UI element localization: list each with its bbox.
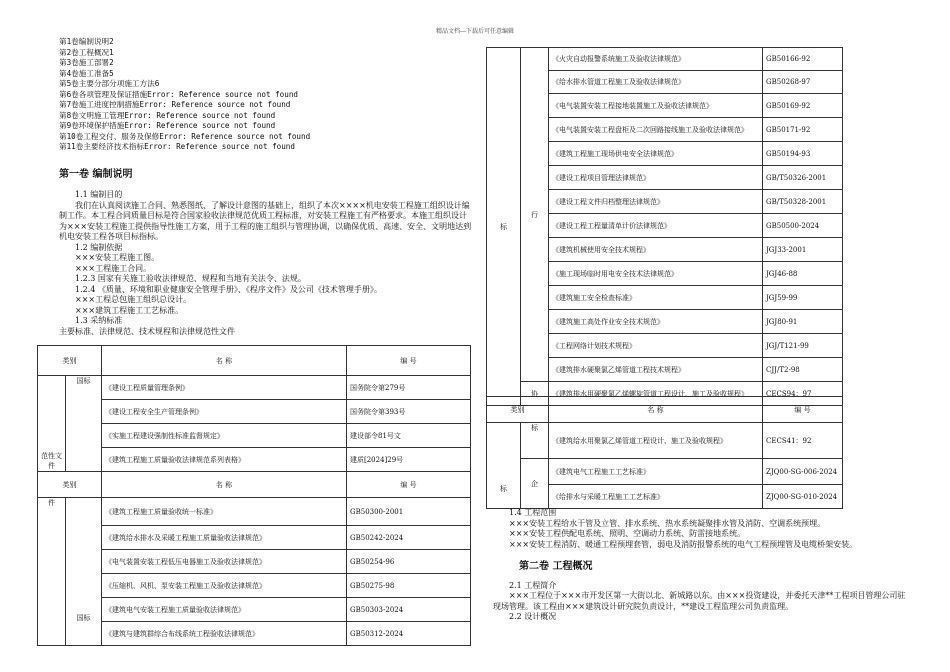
header-type: 类别 <box>38 346 102 376</box>
standard-name: 《建筑施工安全检查标准》 <box>549 286 763 310</box>
basis-item: ×××建筑工程施工工艺标准。 <box>75 305 184 315</box>
section-1-1-text: 我们在认真阅读施工合同、熟悉图纸、了解设计意图的基础上，组织了本次××××机电安装工程施工组织设计编制工作。本工程合同质量目标是符合国家验收法律规范优质工程标准，对安装工程施工有严格要求。本施工组织设计为×××安装工程施工提供指导性施工方案，用于工程的施工组织与管理协调，以确保优质、高速、安全、文明地达到机电安装工程各项目标指标。 <box>59 200 472 241</box>
standard-name: 《建筑工程施工质量验收法律规范系列表格》 <box>102 448 347 472</box>
section-1-2-heading: 1.2 编制依据 <box>75 242 123 252</box>
standards-table-3 <box>486 47 843 406</box>
table-row <box>38 598 471 622</box>
standard-code: JGJ59-99 <box>763 286 843 310</box>
basis-item: 1.2.4 《质量、环境和职业健康安全管理手册》、《程序文件》及公司《技术管理手册》。 <box>75 284 382 294</box>
standard-name: 《工程网络计划技术规程》 <box>549 334 763 358</box>
standard-name: 《建设工程工程量清单计价法律规范》 <box>549 214 763 238</box>
table-header-row <box>38 346 471 376</box>
toc-item[interactable]: 第8卷文明施工管理Error: Reference source not found <box>59 110 276 120</box>
standard-name: 《电气装置安装工程盘柜及二次回路接线施工及验收法律规范》 <box>549 118 763 142</box>
standard-code: 国务院令第393号 <box>347 400 471 424</box>
standard-code: GB50166-92 <box>763 48 843 71</box>
standard-name: 《建筑电气工程施工工艺标准》 <box>549 459 763 485</box>
header-code: 编 号 <box>763 397 843 423</box>
standard-code: JGJ33-2001 <box>763 238 843 262</box>
section-1-3-heading: 1.3 采纳标准 <box>75 316 123 325</box>
standard-name: 《电气装置安装工程低压电器施工及验收法律规范》 <box>102 550 347 574</box>
standard-code: GB50194-93 <box>763 142 843 166</box>
standard-name: 《压缩机、风机、泵安装工程施工及验收法律规范》 <box>102 574 347 598</box>
standard-code: CECS41：92 <box>763 423 843 459</box>
section-2-1-heading: 2.1 工程简介 <box>509 580 557 590</box>
scope-item: ×××安装工程给水干管及立管、排水系统、热水系统凝聚排水管及消防、空调系统预埋。 <box>509 518 826 528</box>
table-row <box>38 376 471 400</box>
standard-code: 建质[2024]29号 <box>347 448 471 472</box>
standard-code: GB50275-98 <box>347 574 471 598</box>
category-cell: 范性文件 <box>38 376 66 472</box>
header-name: 名 称 <box>549 397 763 423</box>
header-type: 类别 <box>38 472 102 498</box>
standard-code: GB50171-92 <box>763 118 843 142</box>
standard-code: ZJQ00-SG-006-2024 <box>763 459 843 485</box>
standard-name: 《建筑机械使用安全技术规程》 <box>549 238 763 262</box>
subcategory-cell: 协 <box>521 382 549 406</box>
standard-name: 《建筑施工高处作业安全技术规范》 <box>549 310 763 334</box>
header-code: 编 号 <box>347 472 471 498</box>
right-column <box>493 508 908 623</box>
standard-code: 建设部令81号文 <box>347 424 471 448</box>
toc-item[interactable]: 第5卷主要分部分项施工方法6 <box>59 79 160 88</box>
toc-item[interactable]: 第2卷工程概况1 <box>59 47 114 57</box>
standard-code: GB/T50326-2001 <box>763 166 843 190</box>
table-row <box>38 574 471 598</box>
basis-item: ×××工程总包施工组织总设计。 <box>75 295 192 304</box>
subcategory-cell: 国标 <box>66 498 102 646</box>
toc-item[interactable]: 第10卷工程交付、服务及保修Error: Reference source not found <box>59 131 311 141</box>
standard-code: ZJQ00-SG-010-2024 <box>763 485 843 509</box>
category-cell: 标 <box>487 48 521 406</box>
basis-item: ×××工程施工合同。 <box>75 263 152 273</box>
subcategory-cell: 国标 <box>66 376 102 472</box>
toc-item[interactable]: 第1卷编制说明2 <box>59 37 114 46</box>
basis-item: 1.2.3 国家有关施工验收法律规范、规程和当地有关法令、法规。 <box>75 274 306 283</box>
toc-item[interactable]: 第7卷施工进度控制措施Error: Reference source not found <box>59 100 291 109</box>
page-header: 精品文档---下载后可任意编辑 <box>435 28 515 35</box>
standard-name: 《建筑工程施工质量验收统一标准》 <box>102 498 347 526</box>
header-code: 编 号 <box>347 346 471 376</box>
table-row <box>487 459 843 485</box>
standard-name: 《给排水与采暖工程施工工艺标准》 <box>549 485 763 509</box>
standard-code: GB50500-2024 <box>763 214 843 238</box>
standard-code: JGJ/T121-99 <box>763 334 843 358</box>
table-row <box>38 550 471 574</box>
standard-name: 《建筑给水排水及采暖工程施工质量验收法律规范》 <box>102 526 347 550</box>
standard-name: 《电气装置安装工程接地装置施工及验收法律规范》 <box>549 94 763 118</box>
standard-name: 《建设工程项目管理法律规范》 <box>549 166 763 190</box>
standard-code: GB50312-2024 <box>347 622 471 646</box>
table-row <box>38 498 471 526</box>
standard-code: CJJ/T2-98 <box>763 358 843 382</box>
section-1-3-text: 主要标准、法律规范、技术规程和法律规范性文件 <box>59 326 235 336</box>
standard-name: 《建筑工程施工现场供电安全法律规范》 <box>549 142 763 166</box>
standard-code: JGJ80-91 <box>763 310 843 334</box>
section-1-4-heading: 1.4 工程范围 <box>509 508 557 517</box>
subcategory-cell: 标 <box>521 423 549 459</box>
standard-code: GB50242-2024 <box>347 526 471 550</box>
scope-item: ×××安装工程供配电系统、照明、空调动力系统、防雷接地系统。 <box>509 529 746 538</box>
standards-table-2 <box>37 471 471 646</box>
standards-table-1 <box>37 345 471 472</box>
standard-name: 《建筑与建筑群综合布线系统工程验收法律规范》 <box>102 622 347 646</box>
standard-code: 国务院令第279号 <box>347 376 471 400</box>
table-row <box>38 400 471 424</box>
section-1-1-heading: 1.1 编制目的 <box>75 190 123 199</box>
table-header-row <box>487 397 843 423</box>
category-cell: 标 <box>487 423 521 509</box>
volume-2-title: 第二卷 工程概况 <box>519 561 593 572</box>
basis-item: ×××安装工程施工图。 <box>75 253 160 262</box>
table-of-contents <box>59 37 474 153</box>
header-name: 名 称 <box>102 346 347 376</box>
table-row <box>38 622 471 646</box>
table-row <box>38 424 471 448</box>
standard-code: CECS94：97 <box>763 382 843 406</box>
standard-name: 《建设工程质量管理条例》 <box>102 376 347 400</box>
left-column <box>59 37 474 337</box>
scope-item: ×××安装工程消防、暖通工程预埋套管，弱电及消防报警系统的电气工程预埋管及电缆桥架安装。 <box>509 539 858 549</box>
subcategory-cell: 行 <box>521 48 549 382</box>
standard-code: GB50303-2024 <box>347 598 471 622</box>
table-row <box>487 423 843 459</box>
table-row <box>487 48 843 71</box>
standard-code: GB50254-96 <box>347 550 471 574</box>
standards-table-4 <box>486 396 843 509</box>
standard-name: 《建筑排水用硬聚氯乙烯螺旋管道工程设计、施工及验收规程》 <box>549 382 763 406</box>
subcategory-cell: 企 <box>521 459 549 509</box>
volume-1-title: 第一卷 编制说明 <box>59 168 133 180</box>
toc-item[interactable]: 第3卷施工部署2 <box>59 58 114 67</box>
standard-code: GB50300-2001 <box>347 498 471 526</box>
standard-name: 《施工现场临时用电安全技术法律规范》 <box>549 262 763 286</box>
header-type: 类别 <box>487 397 549 423</box>
standard-name: 《建设工程安全生产管理条例》 <box>102 400 347 424</box>
header-name: 名 称 <box>102 472 347 498</box>
standard-name: 《给水排水管道工程施工及验收法律规范》 <box>549 71 763 94</box>
section-2-2-heading: 2.2 设计概况 <box>509 612 557 621</box>
table-row <box>38 526 471 550</box>
standard-code: JGJ46-88 <box>763 262 843 286</box>
standard-name: 《建筑排水硬聚氯乙烯管道工程技术规程》 <box>549 358 763 382</box>
standard-code: GB/T50328-2001 <box>763 190 843 214</box>
toc-item[interactable]: 第11卷主要经济技术指标Error: Reference source not found <box>59 142 295 151</box>
category-cell: 件 <box>38 498 66 646</box>
standard-code: GB50268-97 <box>763 71 843 94</box>
section-2-1-text: ×××工程位于×××市开发区第一大街以北、新城路以东。由×××投资建设，并委托天津**工程项目管理公司驻现场管理。该工程由×××建筑设计研究院负责设计，**建设工程监理公司负责监理。 <box>493 591 906 611</box>
toc-item[interactable]: 第9卷环境保护措施Error: Reference source not found <box>59 121 276 130</box>
toc-item[interactable]: 第4卷施工准备5 <box>59 68 114 78</box>
standard-name: 《建设工程文件归档整理法律规范》 <box>549 190 763 214</box>
standard-code: GB50169-92 <box>763 94 843 118</box>
table-row <box>38 448 471 472</box>
table-header-row <box>38 472 471 498</box>
standard-name: 《火灾自动报警系统施工及验收法律规范》 <box>549 48 763 71</box>
standard-name: 《实施工程建设强制性标准监督规定》 <box>102 424 347 448</box>
standard-name: 《建筑给水用聚氯乙烯管道工程设计、施工及验收规程》 <box>549 423 763 459</box>
toc-item[interactable]: 第6卷各项管理及保证措施Error: Reference source not found <box>59 89 298 99</box>
standard-name: 《建筑电气安装工程施工质量验收法律规范》 <box>102 598 347 622</box>
